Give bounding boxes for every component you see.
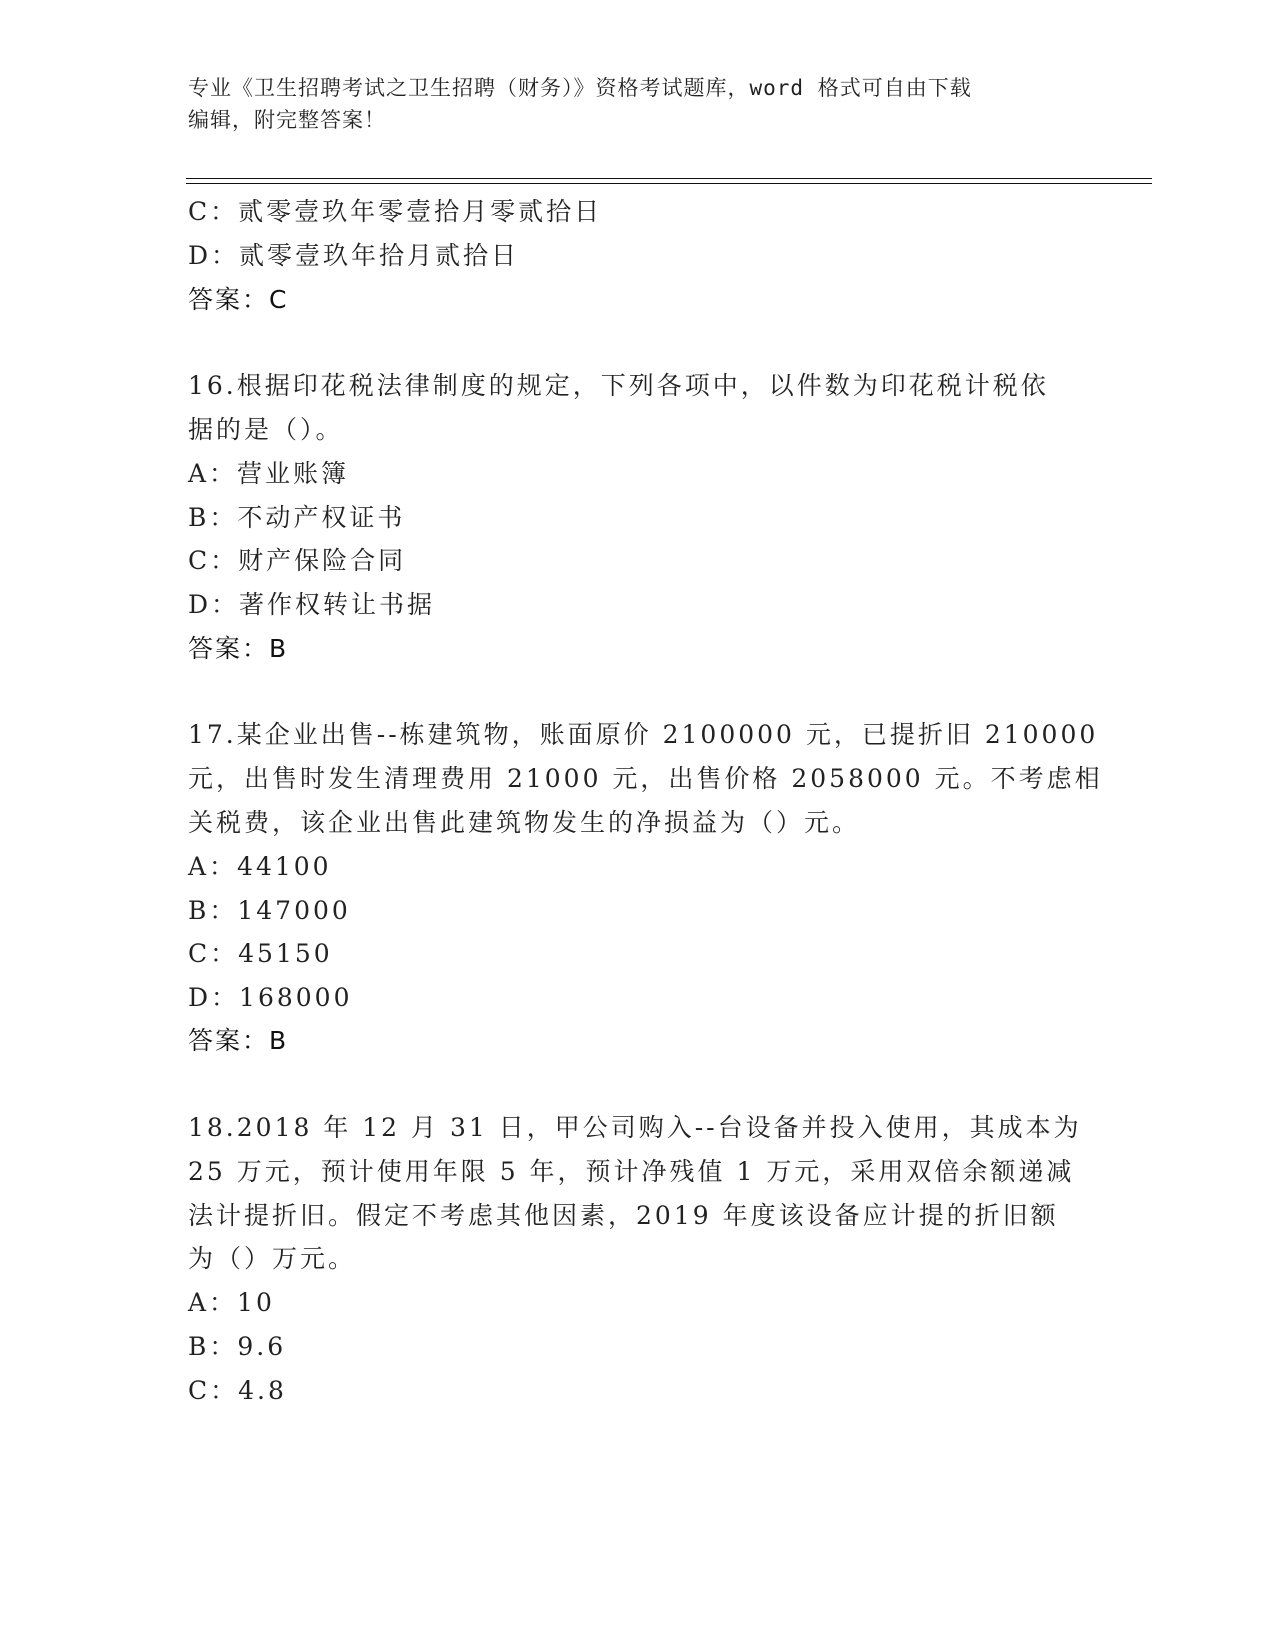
q17-option-b: B：147000 bbox=[188, 896, 351, 925]
q15-option-d: D：贰零壹玖年拾月贰拾日 bbox=[188, 241, 520, 270]
q16-option-b: B：不动产权证书 bbox=[188, 503, 406, 532]
q17-stem-line-2: 元，出售时发生清理费用 21000 元，出售价格 2058000 元。不考虑相 bbox=[188, 764, 1103, 793]
q17-option-a: A：44100 bbox=[188, 852, 332, 881]
header-line-2: 编辑，附完整答案！ bbox=[188, 108, 386, 132]
q17-stem-line-3: 关税费，该企业出售此建筑物发生的净损益为（）元。 bbox=[188, 808, 861, 837]
q18-option-b: B：9.6 bbox=[188, 1332, 287, 1361]
q16-stem-line-2: 据的是（）。 bbox=[188, 415, 344, 444]
q18-stem-line-4: 为（）万元。 bbox=[188, 1244, 357, 1273]
q16-answer: 答案：B bbox=[188, 634, 289, 663]
header-divider-top bbox=[186, 178, 1152, 179]
q17-stem-line-1: 17.某企业出售--栋建筑物，账面原价 2100000 元，已提折旧 210000 bbox=[188, 720, 1099, 749]
header-divider-bottom bbox=[186, 183, 1152, 184]
header-line-1: 专业《卫生招聘考试之卫生招聘（财务）》资格考试题库，word 格式可自由下载 bbox=[188, 76, 972, 100]
q18-stem-line-3: 法计提折旧。假定不考虑其他因素，2019 年度该设备应计提的折旧额 bbox=[188, 1201, 1059, 1230]
document-header bbox=[188, 72, 1088, 136]
q16-option-d: D：著作权转让书据 bbox=[188, 590, 436, 619]
q18-stem-line-2: 25 万元，预计使用年限 5 年，预计净残值 1 万元，采用双倍余额递减 bbox=[188, 1157, 1075, 1186]
q17-option-c: C：45150 bbox=[188, 939, 333, 968]
q16-option-c: C：财产保险合同 bbox=[188, 546, 407, 575]
q17-option-d: D：168000 bbox=[188, 983, 353, 1012]
q15-option-c: C：贰零壹玖年零壹拾月零贰拾日 bbox=[188, 197, 603, 226]
q18-option-c: C：4.8 bbox=[188, 1376, 287, 1405]
q16-stem-line-1: 16.根据印花税法律制度的规定，下列各项中，以件数为印花税计税依 bbox=[188, 371, 1049, 400]
q18-stem-line-1: 18.2018 年 12 月 31 日，甲公司购入--台设备并投入使用，其成本为 bbox=[188, 1113, 1082, 1142]
q15-answer: 答案：C bbox=[188, 285, 289, 314]
q16-option-a: A：营业账簿 bbox=[188, 459, 350, 488]
q17-answer: 答案：B bbox=[188, 1026, 289, 1055]
q18-option-a: A：10 bbox=[188, 1288, 275, 1317]
